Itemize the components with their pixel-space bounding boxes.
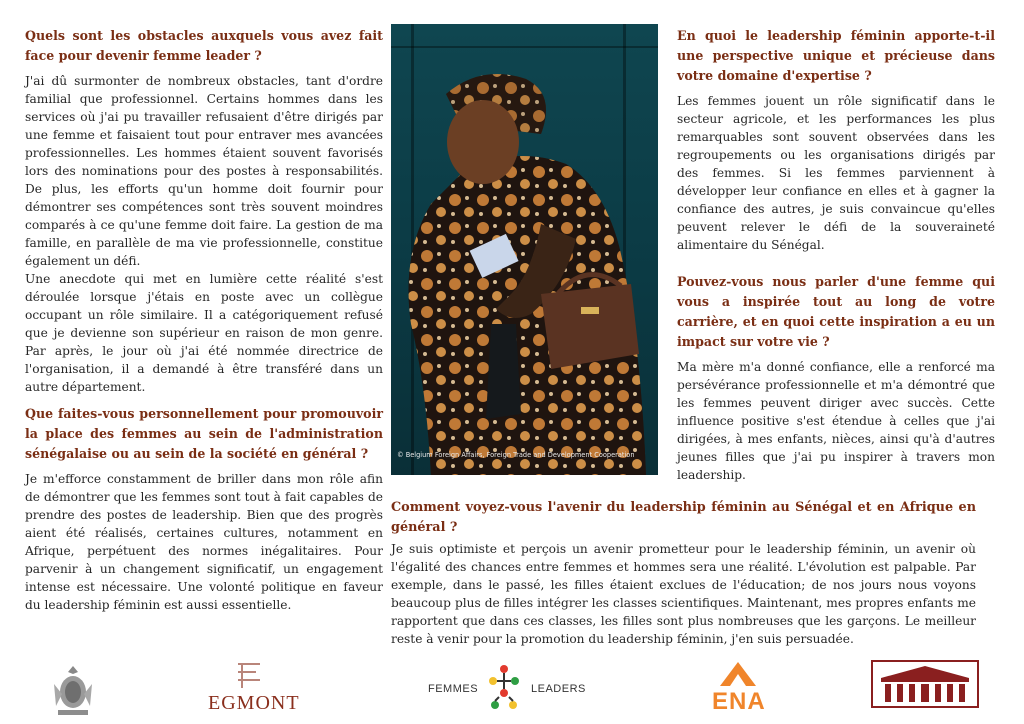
woman-illustration <box>391 24 658 475</box>
question-promotion: Que faites-vous personnellement pour promouvoir la place des femmes au sein de l'administration sénégalaise ou au sein de la société en général ? <box>25 406 383 461</box>
question-future: Comment voyez-vous l'avenir du leadership féminin au Sénégal et en Afrique en général ? <box>391 500 976 535</box>
question-inspiration: Pouvez-vous nous parler d'une femme qui vous a inspirée tout au long de votre carrière, et en quoi cette inspiration a eu un impact sur votre vie ? <box>677 274 995 349</box>
answer-perspective: Les femmes jouent un rôle significatif dans le secteur agricole, et les performances les plus remarquables sont souvent observées dans les regroupements ou les organisations dirigés par des femmes. Si les femmes parviennent à développer leur confiance en elles et à gagner la confiance des autres, je suis convaincue qu'elles peuvent relever le défi de la souveraineté alimentaire du Sénégal. <box>677 94 995 252</box>
bottom-section <box>391 498 976 648</box>
answer-future: Je suis optimiste et perçois un avenir prometteur pour le leadership féminin, un avenir où l'égalité des chances entre femmes et hommes sera une réalité. L'évolution est palpable. Par exemple, dans le passé, les filles étaient exclues de l'éducation; de nos jours nous voyons beaucoup plus de filles intégrer les classes scientifiques. Maintenant, mes propres enfants me rapportent que dans ces classes, les filles sont plus nombreuses que les garçons. Le meilleur reste à venir pour la promotion du leadership féminin, j'en suis persuadée. <box>391 542 976 646</box>
right-column <box>677 26 995 484</box>
answer-inspiration: Ma mère m'a donné confiance, elle a renforcé ma persévérance professionnelle et m'a démontré que les femmes peuvent diriger avec succès. Cette influence positive s'est étendue à celles que j'ai dirigées, à mes enfants, nièces, ainsi qu'à d'autres jeunes filles que j'ai pu inspirer à travers mon leadership. <box>677 360 995 482</box>
egmont-logo: EGMONT <box>208 692 300 714</box>
question-obstacles: Quels sont les obstacles auxquels vous avez fait face pour devenir femme leader ? <box>25 28 383 63</box>
ena-logo: ENA <box>712 688 766 715</box>
answer-promotion: Je m'efforce constamment de briller dans mon rôle afin de démontrer que les femmes sont tout à fait capables de prendre des postes de leadership. Bien que des progrès aient été réalisés, certaines cultures, notamment en Afrique, perpétuent des normes inégalitaires. Pour parvenir à un changement significatif, un engagement intense est nécessaire. Une volonté politique en faveur du leadership féminin est aussi essentielle. <box>25 472 383 612</box>
photo-caption: © Belgium Foreign Affairs, Foreign Trade and Development Cooperation <box>397 451 635 459</box>
belgium-coat-of-arms-logo <box>50 664 96 718</box>
egmont-emblem-icon <box>232 660 266 692</box>
building-logo <box>871 660 979 708</box>
femmes-leaders-logo-left: FEMMES <box>428 683 479 695</box>
answer-obstacles-p2: Une anecdote qui met en lumière cette réalité s'est déroulée lorsque j'étais en poste avec un collègue occupant un rôle similaire. Il a catégoriquement refusé que je devienne son supérieur en raison de mon genre. Par après, le jour où j'ai été nommée directrice de l'organisation, il a demandé à être transféré dans un autre département. <box>25 272 383 394</box>
femmes-leaders-logo-right: LEADERS <box>531 683 586 695</box>
portrait-photo <box>391 24 658 475</box>
ena-emblem-icon <box>716 660 760 688</box>
answer-obstacles-p1: J'ai dû surmonter de nombreux obstacles, tant d'ordre familial que professionnel. Certains hommes dans les services où j'ai pu travailler refusaient d'être dirigés par une femme et faisaient tout pour entraver mes avancées professionnelles. Les hommes étaient souvent favorisés lors des nominations pour des postes à responsabilités. De plus, les efforts qu'un homme doit fournir pour démontrer ses compétences sont très souvent moindres comparés à ce qu'une femme doit faire. La gestion de ma famille, en parallèle de ma vie professionnelle, constitue également un défi. <box>25 74 383 268</box>
left-column <box>25 26 383 614</box>
question-perspective: En quoi le leadership féminin apporte-t-il une perspective unique et précieuse dans votre domaine d'expertise ? <box>677 28 995 83</box>
femmes-leaders-emblem-icon <box>485 663 523 715</box>
